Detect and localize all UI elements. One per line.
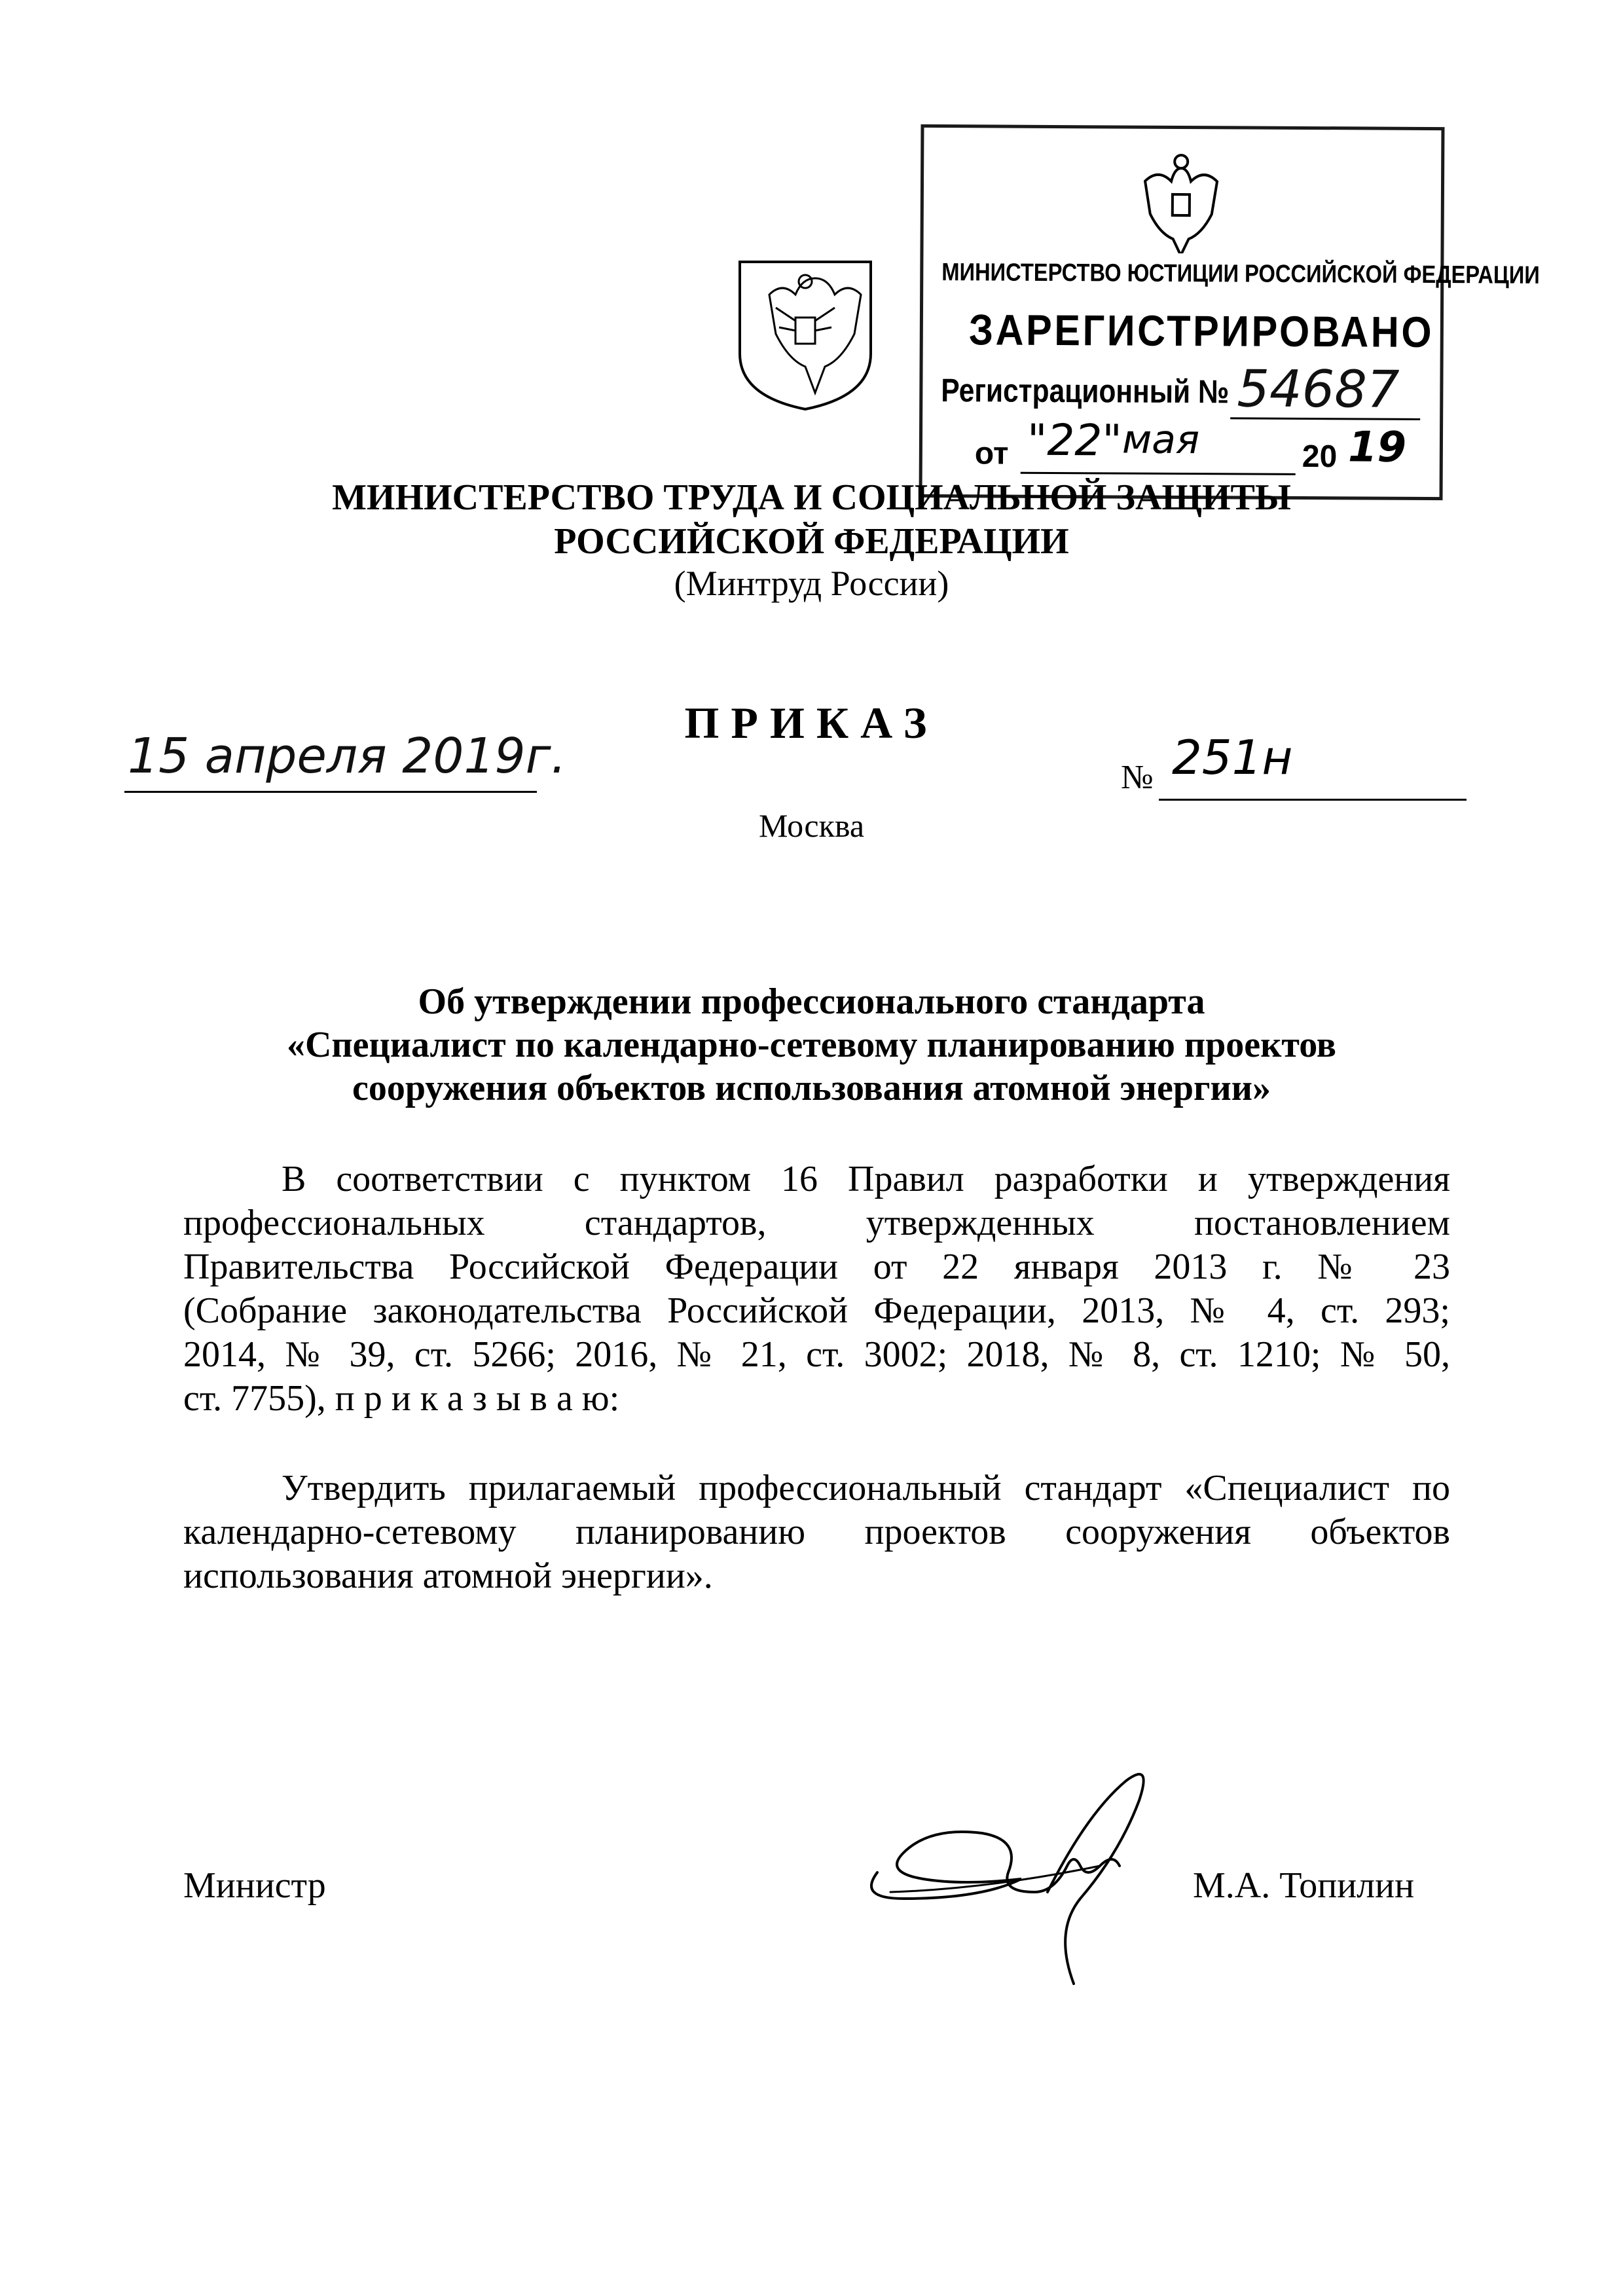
body-paragraph-1	[183, 1157, 1450, 1421]
ministry-name-line2: РОССИЙСКОЙ ФЕДЕРАЦИИ	[554, 521, 1069, 562]
stamp-ministry-text: МИНИСТЕРСТВО ЮСТИЦИИ РОССИЙСКОЙ ФЕДЕРАЦИИ	[941, 259, 1540, 289]
body-line: В соответствии с пунктом 16 Правил разработки и утверждения	[282, 1159, 1450, 1199]
coat-of-arms-emblem	[730, 255, 881, 412]
order-city: Москва	[758, 807, 865, 844]
ministry-short-name: (Минтруд России)	[674, 564, 949, 603]
order-date-handwritten: 15 апреля 2019г.	[128, 728, 566, 784]
stamp-date-underline	[1021, 472, 1296, 475]
body-line: Утвердить прилагаемый профессиональный стандарт «Специалист по	[282, 1468, 1450, 1508]
stamp-year-prefix: 20	[1302, 439, 1338, 475]
order-title: ПРИКАЗ	[684, 698, 939, 748]
stamp-day-handwritten: "22"	[1027, 414, 1122, 466]
stamp-reg-number-label: Регистрационный №	[941, 372, 1230, 410]
signatory-name: М.А. Топилин	[1193, 1865, 1415, 1906]
registration-stamp	[919, 124, 1540, 500]
subject-line: Об утверждении профессионального стандарта	[418, 981, 1205, 1022]
subject-line: сооружения объектов использования атомной энергии»	[352, 1068, 1271, 1108]
order-date-underline	[124, 791, 537, 793]
stamp-registered-text: ЗАРЕГИСТРИРОВАНО	[968, 305, 1434, 357]
stamp-reg-number-handwritten: 54687	[1237, 359, 1400, 420]
body-line: 2014, № 39, ст. 5266; 2016, № 21, ст. 3002; 2018, № 8, ст. 1210; № 50,	[183, 1334, 1450, 1375]
body-line: (Собрание законодательства Российской Федерации, 2013, № 4, ст. 293;	[183, 1290, 1450, 1331]
stamp-month-handwritten: мая	[1122, 416, 1200, 464]
stamp-emblem-icon	[1131, 149, 1230, 254]
body-line: ст. 7755), п р и к а з ы в а ю:	[183, 1378, 620, 1419]
body-line: использования атомной энергии».	[183, 1556, 713, 1596]
body-line: календарно-сетевому планированию проектов сооружения объектов	[183, 1512, 1450, 1552]
order-number-handwritten: 251н	[1172, 730, 1293, 785]
handwritten-signature	[851, 1768, 1218, 1990]
order-number-underline	[1159, 799, 1467, 801]
stamp-from-label: от	[974, 436, 1009, 471]
ministry-name-line1: МИНИСТЕРСТВО ТРУДА И СОЦИАЛЬНОЙ ЗАЩИТЫ	[332, 477, 1291, 518]
stamp-year-suffix-handwritten: 19	[1347, 423, 1407, 472]
body-paragraph-2	[183, 1467, 1450, 1598]
body-line: Правительства Российской Федерации от 22 января 2013 г. № 23	[183, 1247, 1450, 1287]
stamp-reg-number-underline	[1230, 417, 1420, 420]
signatory-title: Министр	[183, 1865, 326, 1906]
order-number-label: №	[1121, 759, 1154, 796]
subject-line: «Специалист по календарно-сетевому планированию проектов	[286, 1025, 1337, 1065]
body-line: профессиональных стандартов, утвержденных постановлением	[183, 1203, 1450, 1243]
